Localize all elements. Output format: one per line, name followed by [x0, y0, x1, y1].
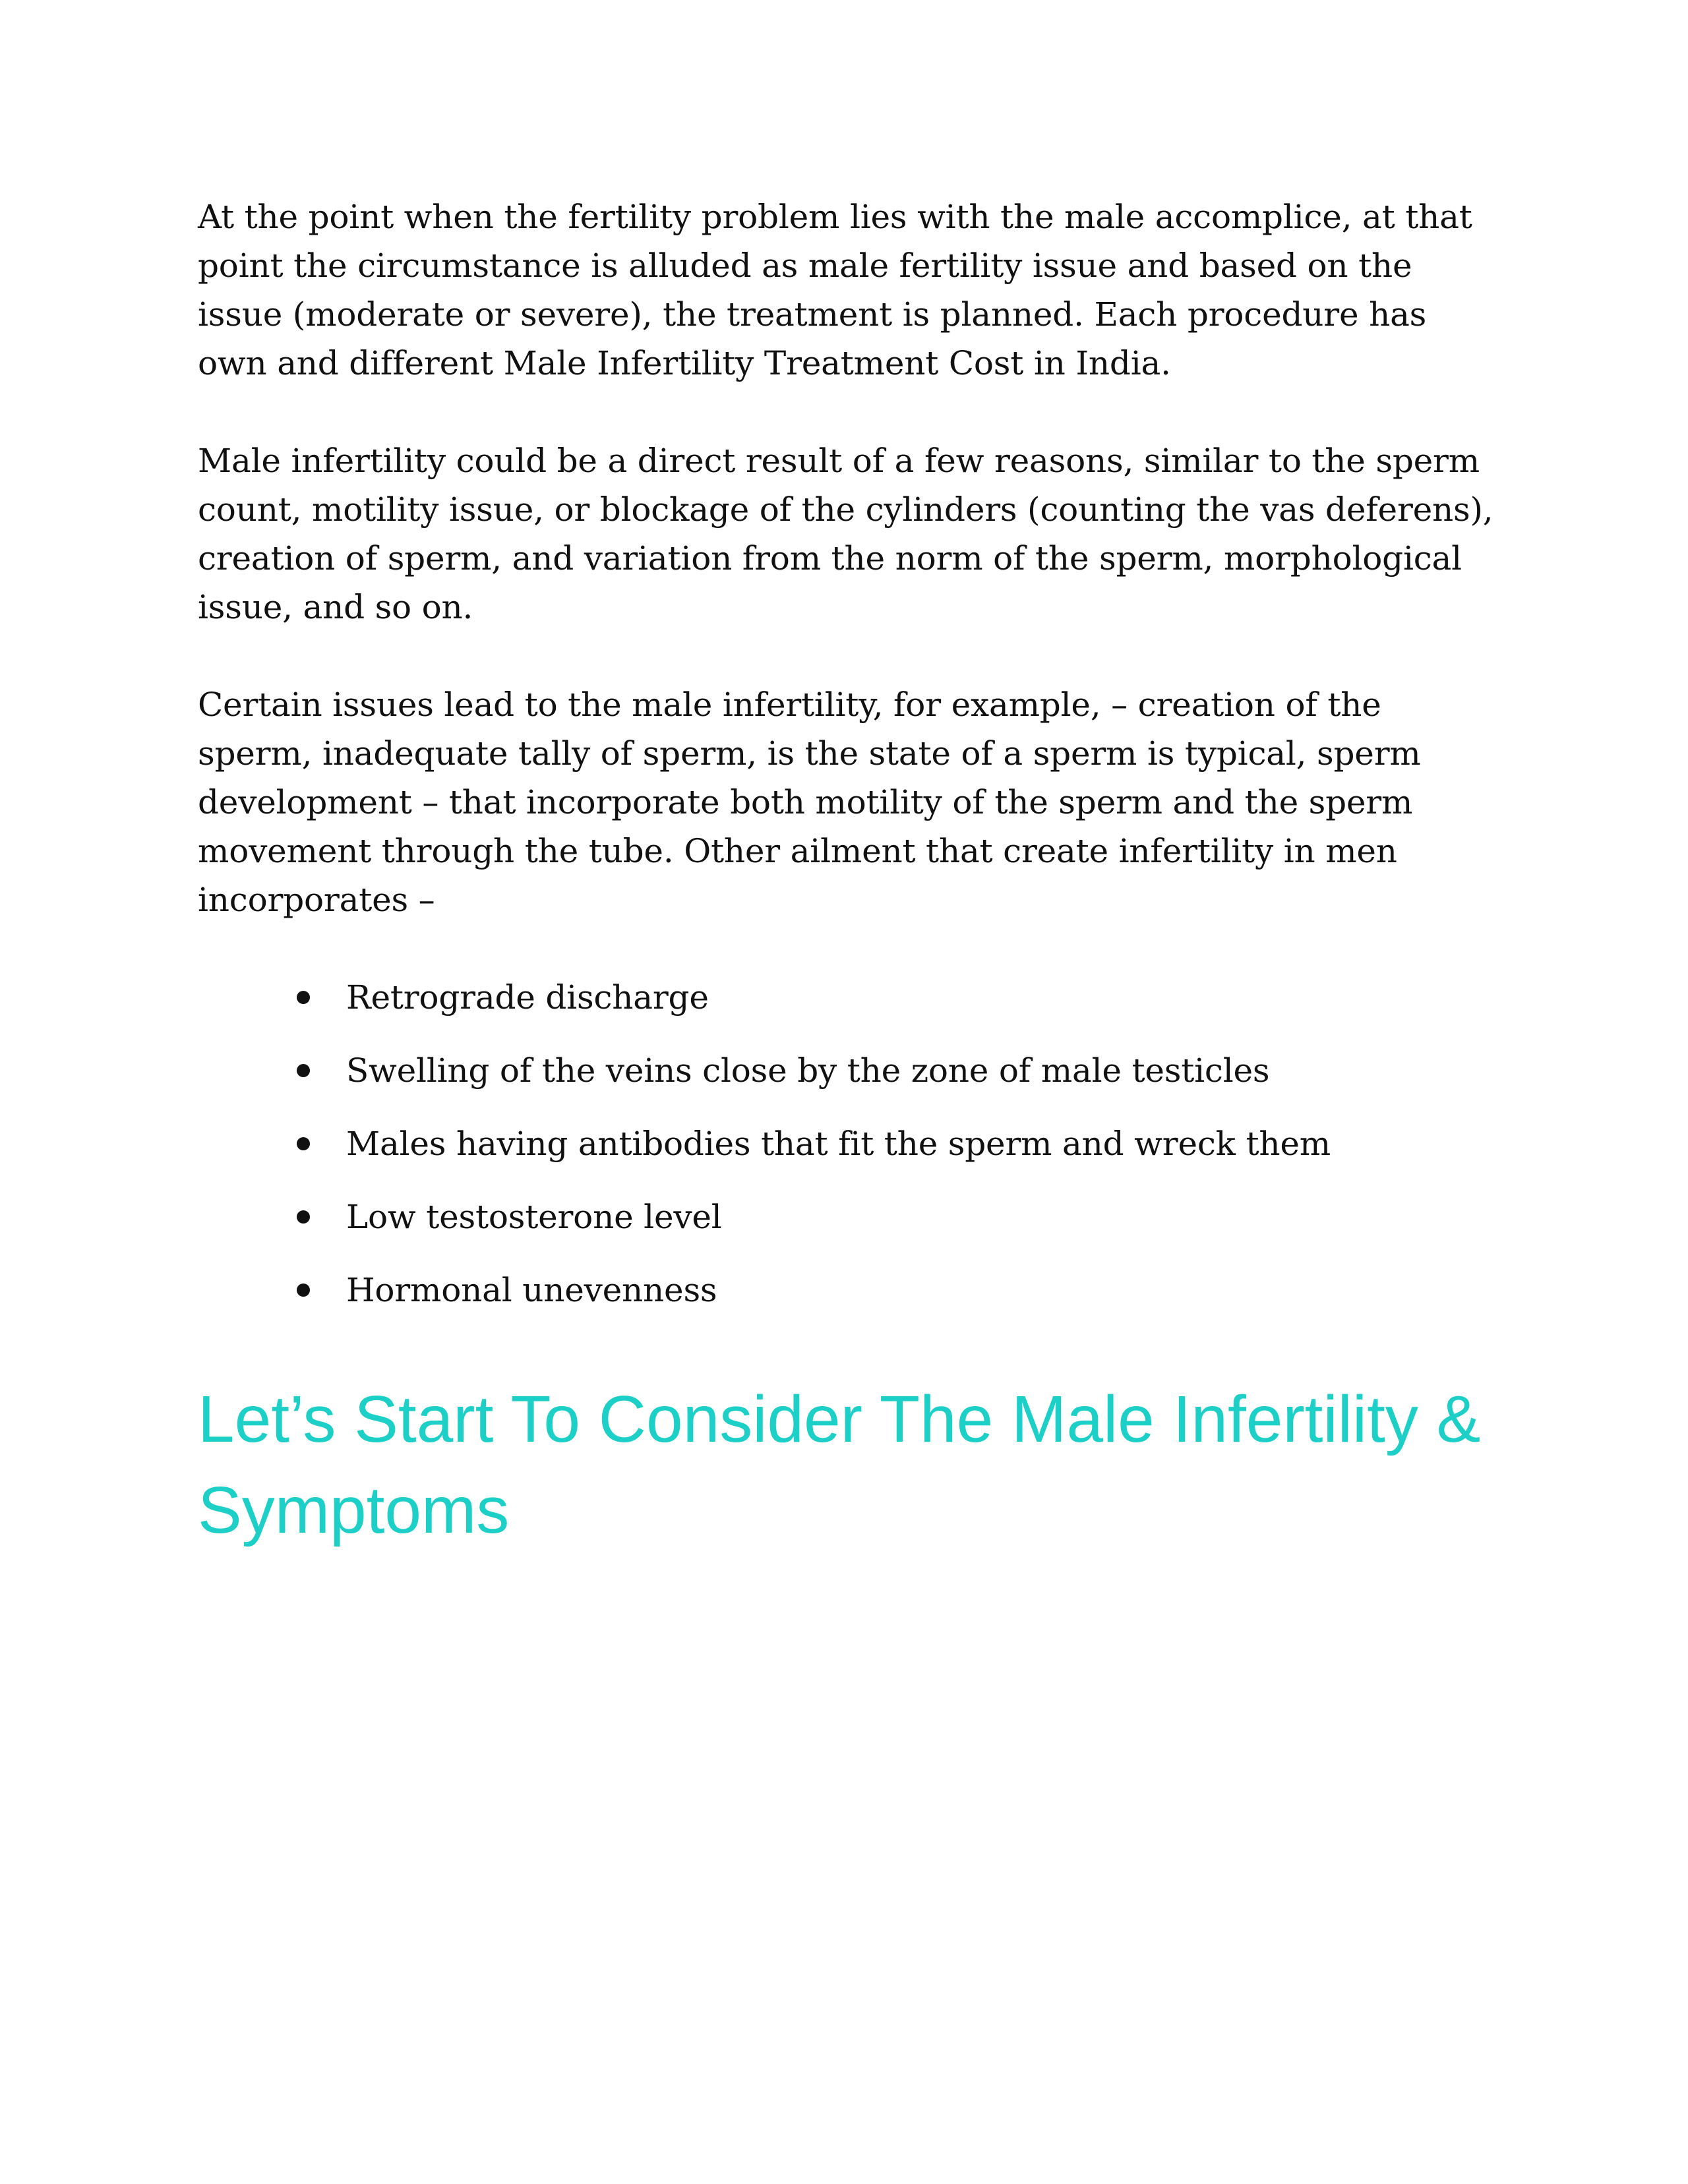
list-item-text: Retrograde discharge	[346, 978, 709, 1017]
paragraph-intro: At the point when the fertility problem lies with the male accomplice, at that point the circumstance is alluded as male fertility issue and based on the issue (moderate or severe), the treatment is planned. Each procedure has own and different Male Infertility Treatment Cost in India.	[198, 198, 1472, 382]
list-item	[297, 1119, 1503, 1168]
list-item-text: Swelling of the veins close by the zone of male testicles	[346, 1051, 1270, 1090]
document-body	[198, 192, 1503, 1556]
list-item-text: Males having antibodies that fit the sperm and wreck them	[346, 1125, 1331, 1163]
list-item	[297, 1046, 1503, 1095]
list-item-text: Low testosterone level	[346, 1198, 722, 1236]
bullet-icon	[297, 991, 310, 1004]
section-heading: Let’s Start To Consider The Male Infertility & Symptoms	[198, 1382, 1481, 1547]
list-item	[297, 973, 1503, 1022]
bullet-icon	[297, 1064, 310, 1077]
ailment-list	[198, 973, 1503, 1314]
paragraph-causes: Male infertility could be a direct result of a few reasons, similar to the sperm count, motility issue, or blockage of the cylinders (counting the vas deferens), creation of sperm, and variation from the norm of the sperm, morphological issue, and so on.	[198, 442, 1493, 626]
paragraph-issues: Certain issues lead to the male infertility, for example, – creation of the sperm, inadequate tally of sperm, is the state of a sperm is typical, sperm development – that incorporate both motility of the sperm and the sperm movement through the tube. Other ailment that create infertility in men incorporates –	[198, 686, 1421, 919]
list-item	[297, 1266, 1503, 1314]
bullet-icon	[297, 1137, 310, 1150]
list-item	[297, 1193, 1503, 1241]
bullet-icon	[297, 1210, 310, 1224]
bullet-icon	[297, 1284, 310, 1297]
list-item-text: Hormonal unevenness	[346, 1271, 717, 1309]
